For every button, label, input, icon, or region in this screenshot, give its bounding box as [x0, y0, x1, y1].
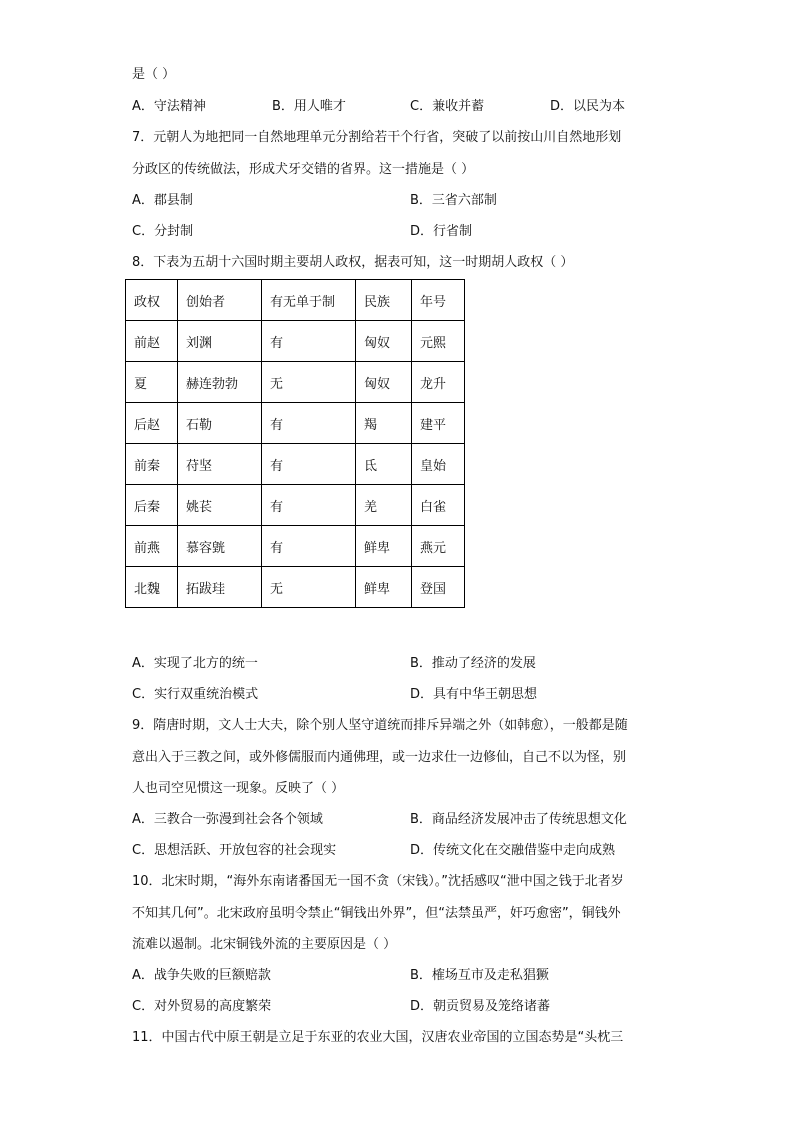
q10-option-b: B．榷场互市及走私猖獗 — [410, 968, 549, 983]
table-row — [126, 567, 465, 608]
table-cell: 无 — [262, 567, 356, 608]
table-cell: 匈奴 — [356, 321, 412, 362]
table-cell: 氐 — [356, 444, 412, 485]
table-cell: 慕容皝 — [178, 526, 262, 567]
table-row — [126, 362, 465, 403]
q9-option-b: B．商品经济发展冲击了传统思想文化 — [410, 812, 627, 827]
q8-option-c: C．实行双重统治模式 — [132, 687, 259, 702]
q10-option-a: A．战争失败的巨额赔款 — [132, 968, 271, 983]
q6-option-c: C．兼收并蓄 — [410, 99, 485, 114]
table-cell: 匈奴 — [356, 362, 412, 403]
table-row — [126, 485, 465, 526]
q9-stem-line-1: 9．隋唐时期，文人士大夫，除个别人坚守道统而排斥异端之外（如韩愈），一般都是随 — [132, 718, 628, 733]
table-cell: 前秦 — [126, 444, 178, 485]
q8-option-a: A．实现了北方的统一 — [132, 656, 258, 671]
q9-option-c: C．思想活跃、开放包容的社会现实 — [132, 843, 337, 858]
q8-option-b: B．推动了经济的发展 — [410, 656, 536, 671]
table-cell: 燕元 — [412, 526, 465, 567]
table-cell: 建平 — [412, 403, 465, 444]
table-cell: 石勒 — [178, 403, 262, 444]
table-cell: 后赵 — [126, 403, 178, 444]
table-cell: 白雀 — [412, 485, 465, 526]
table-cell: 赫连勃勃 — [178, 362, 262, 403]
table-cell: 羯 — [356, 403, 412, 444]
q9-stem-line-3: 人也司空见惯这一现象。反映了（ ） — [132, 781, 345, 796]
table-cell: 夏 — [126, 362, 178, 403]
table-cell: 北魏 — [126, 567, 178, 608]
table-cell: 前赵 — [126, 321, 178, 362]
q10-stem-line-3: 流难以遏制。北宋铜钱外流的主要原因是（ ） — [132, 937, 397, 952]
table-row — [126, 403, 465, 444]
table-row — [126, 526, 465, 567]
table-cell: 有 — [262, 403, 356, 444]
table-cell: 有 — [262, 485, 356, 526]
table-header-cell: 年号 — [412, 280, 465, 321]
table-cell: 拓跋珪 — [178, 567, 262, 608]
table-cell: 鲜卑 — [356, 567, 412, 608]
q6-option-b: B．用人唯才 — [272, 99, 346, 114]
table-row — [126, 444, 465, 485]
table-header-cell: 创始者 — [178, 280, 262, 321]
q7-option-b: B．三省六部制 — [410, 193, 497, 208]
table-cell: 鲜卑 — [356, 526, 412, 567]
q10-stem-line-2: 不知其几何”。北宋政府虽明令禁止“铜钱出外界”，但“法禁虽严，奸巧愈密”，铜钱外 — [132, 906, 621, 921]
q7-stem-line-2: 分政区的传统做法，形成犬牙交错的省界。这一措施是（ ） — [132, 162, 475, 177]
q6-option-d: D．以民为本 — [550, 99, 626, 114]
regimes-table — [125, 279, 465, 608]
q7-option-d: D．行省制 — [410, 224, 473, 239]
q6-option-a: A．守法精神 — [132, 99, 206, 114]
table-cell: 刘渊 — [178, 321, 262, 362]
table-row — [126, 321, 465, 362]
table-cell: 皇始 — [412, 444, 465, 485]
q9-stem-line-2: 意出入于三教之间，或外修儒服而内通佛理，或一边求仕一边修仙，自己不以为怪，别 — [132, 750, 627, 765]
table-cell: 羌 — [356, 485, 412, 526]
table-cell: 无 — [262, 362, 356, 403]
table-cell: 有 — [262, 321, 356, 362]
table-cell: 有 — [262, 444, 356, 485]
table-cell: 苻坚 — [178, 444, 262, 485]
table-cell: 后秦 — [126, 485, 178, 526]
q7-option-a: A．郡县制 — [132, 193, 193, 208]
q11-stem-line-1: 11．中国古代中原王朝是立足于东亚的农业大国，汉唐农业帝国的立国态势是“头枕三 — [132, 1030, 624, 1045]
q8-stem: 8．下表为五胡十六国时期主要胡人政权，据表可知，这一时期胡人政权（ ） — [132, 255, 574, 270]
q6-stem-tail: 是（ ） — [132, 67, 176, 82]
table-header-row — [126, 280, 465, 321]
table-header-cell: 有无单于制 — [262, 280, 356, 321]
q10-option-c: C．对外贸易的高度繁荣 — [132, 999, 272, 1014]
table-cell: 龙升 — [412, 362, 465, 403]
table-header-cell: 政权 — [126, 280, 178, 321]
q7-option-c: C．分封制 — [132, 224, 194, 239]
table-cell: 有 — [262, 526, 356, 567]
table-cell: 登国 — [412, 567, 465, 608]
q7-stem-line-1: 7．元朝人为地把同一自然地理单元分割给若干个行省，突破了以前按山川自然地形划 — [132, 130, 622, 145]
q10-option-d: D．朝贡贸易及笼络诸蕃 — [410, 999, 551, 1014]
table-cell: 元熙 — [412, 321, 465, 362]
q9-option-a: A．三教合一弥漫到社会各个领域 — [132, 812, 323, 827]
table-header-cell: 民族 — [356, 280, 412, 321]
table-cell: 前燕 — [126, 526, 178, 567]
q10-stem-line-1: 10．北宋时期，“海外东南诸番国无一国不贪（宋钱）。”沈括感叹“泄中国之钱于北者岁 — [132, 874, 624, 889]
table-cell: 姚苌 — [178, 485, 262, 526]
q9-option-d: D．传统文化在交融借鉴中走向成熟 — [410, 843, 616, 858]
q8-option-d: D．具有中华王朝思想 — [410, 687, 538, 702]
